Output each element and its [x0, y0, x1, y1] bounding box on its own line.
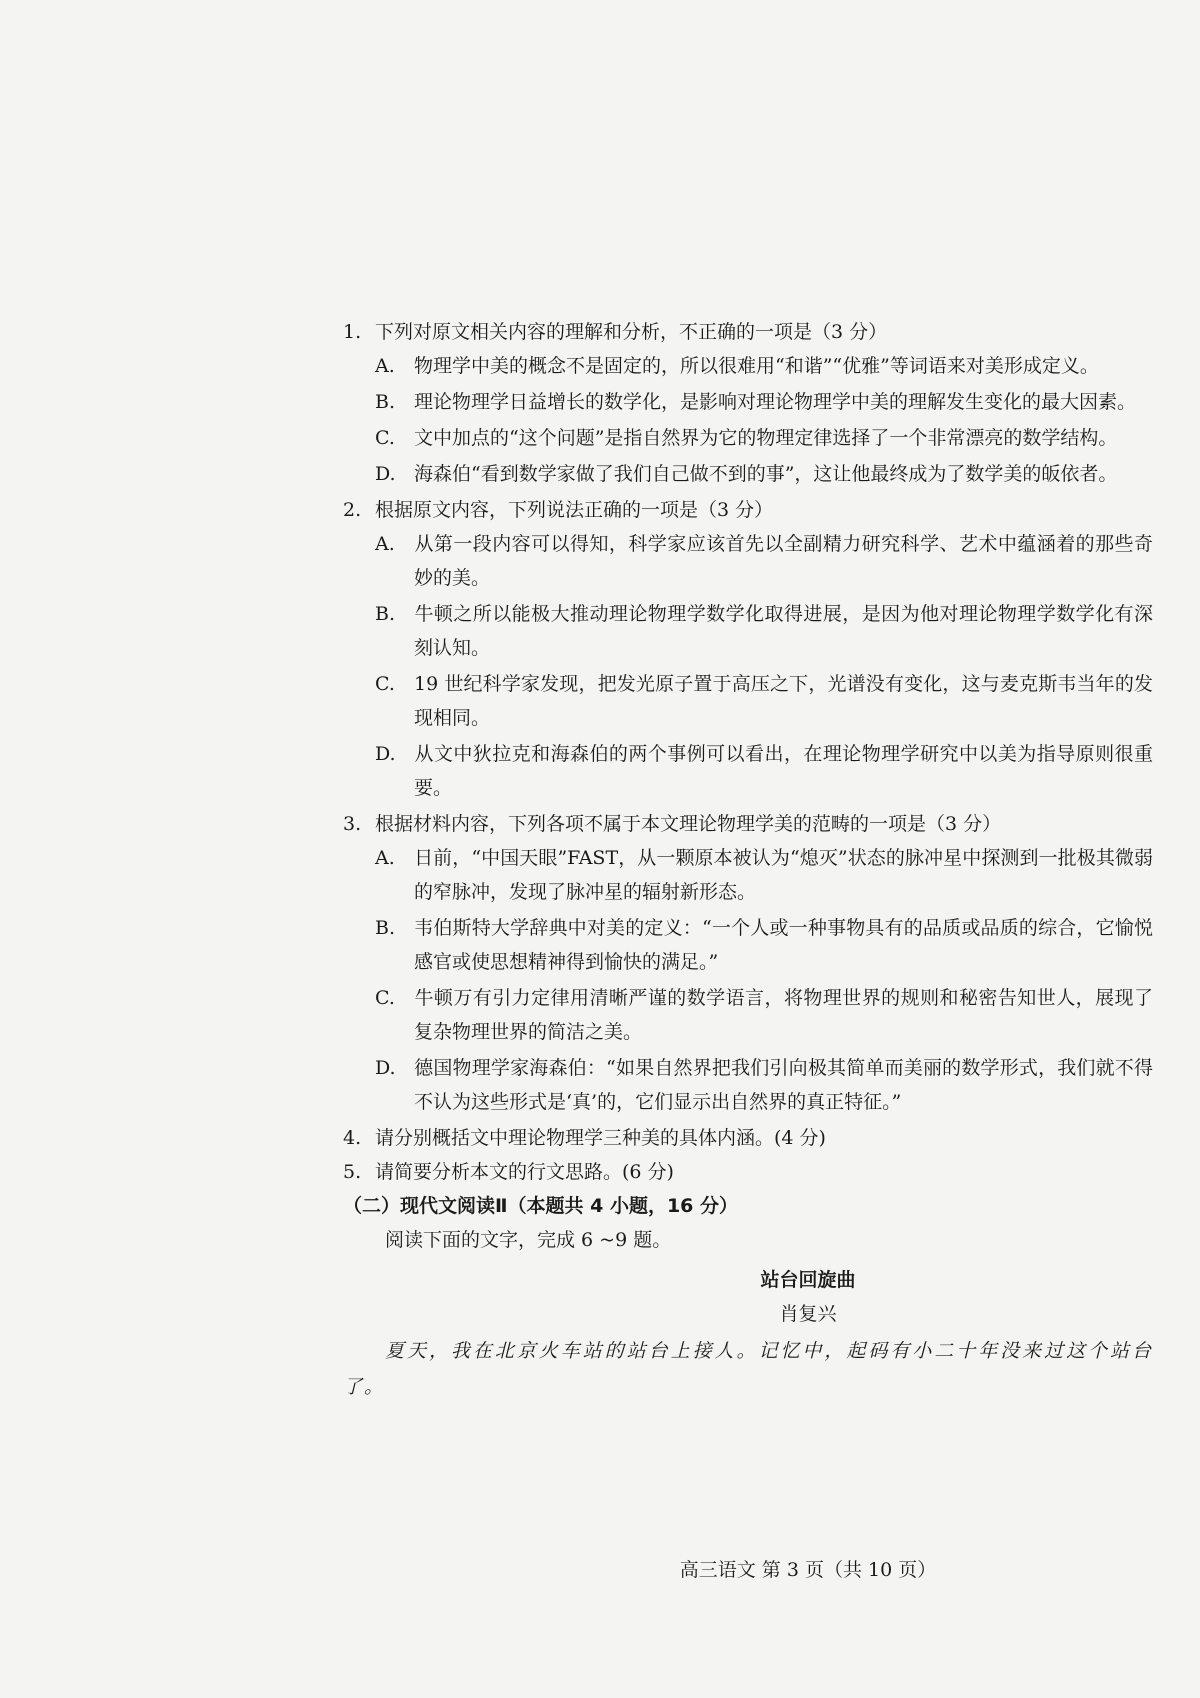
page-footer: 高三语文 第 3 页（共 10 页） — [679, 1559, 937, 1581]
option-b: B. 理论物理学日益增长的数学化，是影响对理论物理学中美的理解发生变化的最大因素。 — [375, 391, 1137, 413]
option-a: A. 物理学中美的概念不是固定的，所以很难用“和谐”“优雅”等词语来对美形成定义。 — [375, 355, 1099, 377]
option-c: C. 19 世纪科学家发现，把发光原子置于高压之下，光谱没有变化，这与麦克斯韦当年的发现相同。 — [375, 673, 1153, 729]
question-stem: 根据材料内容，下列各项不属于本文理论物理学美的范畴的一项是（3 分） — [375, 813, 1002, 835]
question-4: 4. 请分别概括文中理论物理学三种美的具体内涵。(4 分) — [343, 1127, 826, 1149]
exam-page — [343, 315, 1153, 1405]
article-title: 站台回旋曲 — [760, 1269, 856, 1291]
option-a: A. 从第一段内容可以得知，科学家应该首先以全副精力研究科学、艺术中蕴涵着的那些奇妙的美。 — [375, 533, 1153, 589]
question-2 — [343, 493, 1153, 805]
question-1 — [343, 315, 1153, 491]
option-d: D. 德国物理学家海森伯：“如果自然界把我们引向极其简单而美丽的数学形式，我们就不得不认为这些形式是‘真’的，它们显示出自然界的真正特征。” — [375, 1057, 1153, 1113]
option-d: D. 从文中狄拉克和海森伯的两个事例可以看出，在理论物理学研究中以美为指导原则很重要。 — [375, 743, 1153, 799]
option-c: C. 牛顿万有引力定律用清晰严谨的数学语言，将物理世界的规则和秘密告知世人，展现了复杂物理世界的简洁之美。 — [375, 987, 1153, 1043]
question-number: 1. — [343, 321, 362, 343]
question-stem: 下列对原文相关内容的理解和分析，不正确的一项是（3 分） — [375, 321, 888, 343]
question-5: 5. 请简要分析本文的行文思路。(6 分) — [343, 1161, 674, 1183]
section-heading: （二）现代文阅读Ⅱ（本题共 4 小题，16 分） — [343, 1195, 739, 1217]
section-instruction: 阅读下面的文字，完成 6 ~9 题。 — [385, 1229, 672, 1251]
article-author: 肖复兴 — [779, 1303, 837, 1325]
question-stem: 根据原文内容，下列说法正确的一项是（3 分） — [375, 499, 774, 521]
option-b: B. 牛顿之所以能极大推动理论物理学数学化取得进展，是因为他对理论物理学数学化有深刻认知。 — [375, 603, 1153, 659]
question-number: 3. — [343, 813, 362, 835]
option-b: B. 韦伯斯特大学辞典中对美的定义：“一个人或一种事物具有的品质或品质的综合，它愉悦感官或使思想精神得到愉快的满足。” — [375, 917, 1153, 973]
option-c: C. 文中加点的“这个问题”是指自然界为它的物理定律选择了一个非常漂亮的数学结构。 — [375, 427, 1118, 449]
question-number: 2. — [343, 499, 362, 521]
article-paragraph: 夏天，我在北京火车站的站台上接人。记忆中，起码有小二十年没来过这个站台了。 — [343, 1340, 1153, 1398]
option-d: D. 海森伯“看到数学家做了我们自己做不到的事”，这让他最终成为了数学美的皈依者。 — [375, 463, 1118, 485]
option-a: A. 日前，“中国天眼”FAST，从一颗原本被认为“熄灭”状态的脉冲星中探测到一批极其微弱的窄脉冲，发现了脉冲星的辐射新形态。 — [375, 847, 1153, 903]
question-3 — [343, 807, 1153, 1119]
